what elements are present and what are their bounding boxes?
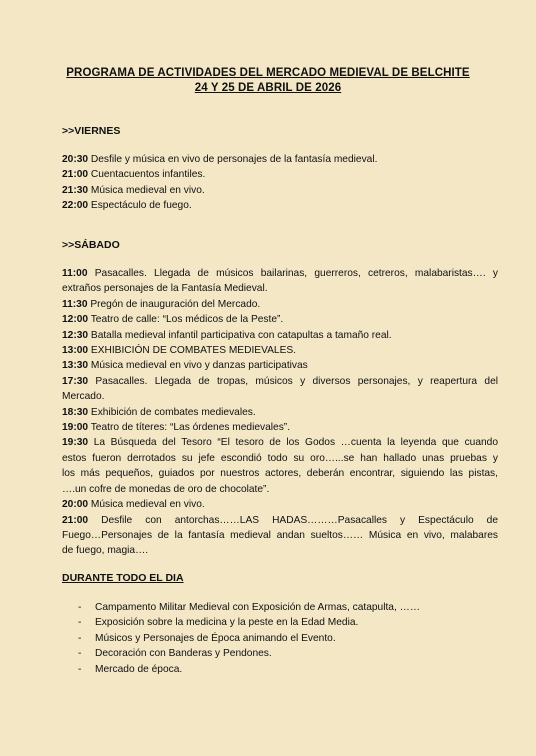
list-item [78, 646, 420, 661]
event-time: 13:00 [62, 345, 89, 357]
schedule-line [62, 358, 498, 373]
schedule-line [62, 528, 498, 543]
event-time: 17:30 [62, 375, 89, 387]
list-item [78, 600, 420, 615]
event-description: Música medieval en vivo y danzas participativas [88, 360, 308, 372]
bullet-dash: - [78, 663, 82, 675]
event-description: los más pequeños, guiados por nuestros actores, deberán encontrar, siguiendo las pistas, [62, 468, 498, 480]
schedule-line [62, 312, 498, 327]
schedule-line [62, 451, 498, 466]
bullet-dash: - [78, 648, 82, 660]
event-description: de fuego, magia…. [62, 545, 149, 557]
event-description: Desfile con antorchas……LAS HADAS………Pasacalles y Espectáculo de [88, 514, 498, 526]
event-description: Fuego…Personajes de la fantasía medieval andan sueltos…… Música en vivo, malabares [62, 529, 498, 541]
event-description: Espectáculo de fuego. [88, 200, 192, 212]
event-description: extraños personajes de la Fantasía Medieval. [62, 283, 268, 295]
schedule-line [62, 328, 498, 343]
event-time: 19:30 [62, 437, 89, 449]
schedule-line [62, 198, 498, 213]
schedule-line [62, 281, 498, 296]
schedule-line [62, 152, 498, 167]
list-item-text: Campamento Militar Medieval con Exposición de Armas, catapulta, …… [95, 602, 421, 613]
event-description: Mercado. [62, 391, 105, 403]
event-description: Cuentacuentos infantiles. [88, 169, 206, 181]
schedule-line [62, 374, 498, 389]
event-description: Teatro de calle: “Los médicos de la Peste”. [88, 314, 284, 326]
list-item-text: Decoración con Banderas y Pendones. [95, 648, 272, 660]
event-description: estos fueron derrotados su jefe escondió todo su oro…...se han hallado unas pruebas y [62, 452, 498, 464]
event-time: 21:00 [62, 514, 89, 526]
schedule-line [62, 297, 498, 312]
bullet-dash: - [78, 617, 82, 629]
sabado-heading: >>SÁBADO [62, 239, 120, 251]
list-item [78, 662, 420, 677]
schedule-line [62, 482, 498, 497]
schedule-line [62, 405, 498, 420]
event-description: Música medieval en vivo. [88, 184, 205, 196]
event-time: 12:30 [62, 329, 89, 341]
event-time: 20:00 [62, 499, 89, 511]
bullet-dash: - [78, 602, 82, 613]
event-time: 12:00 [62, 314, 89, 326]
viernes-schedule [62, 152, 498, 214]
schedule-line [62, 420, 498, 435]
event-time: 11:00 [62, 268, 88, 279]
event-description: Teatro de títeres: “Las órdenes medievales”. [88, 422, 291, 434]
schedule-line [62, 343, 498, 358]
list-item-text: Músicos y Personajes de Época animando el Evento. [95, 632, 336, 644]
list-item [78, 631, 420, 646]
document-title: PROGRAMA DE ACTIVIDADES DEL MERCADO MEDIEVAL DE BELCHITE [66, 67, 470, 79]
schedule-line [62, 435, 498, 450]
schedule-line [62, 183, 498, 198]
event-description: Desfile y música en vivo de personajes de la fantasía medieval. [88, 154, 378, 165]
event-time: 21:00 [62, 169, 89, 181]
list-item-text: Mercado de época. [95, 663, 183, 675]
event-description: Batalla medieval infantil participativa con catapultas a tamaño real. [88, 329, 392, 341]
durante-list [78, 600, 420, 677]
event-time: 13:30 [62, 360, 89, 372]
bullet-dash: - [78, 632, 82, 644]
durante-heading: DURANTE TODO EL DIA [62, 572, 184, 584]
event-time: 19:00 [62, 422, 89, 434]
schedule-line [62, 543, 498, 558]
document-date: 24 Y 25 DE ABRIL DE 2026 [194, 82, 342, 94]
viernes-heading: >>VIERNES [62, 125, 121, 137]
event-description: Pregón de inauguración del Mercado. [87, 298, 261, 310]
event-time: 11:30 [62, 298, 88, 310]
event-description: La Búsqueda del Tesoro “El tesoro de los Godos …cuenta la leyenda que cuando [88, 437, 498, 449]
event-time: 18:30 [62, 406, 89, 418]
event-description: ….un cofre de monedas de oro de chocolate”. [62, 483, 270, 495]
event-description: Pasacalles. Llegada de músicos bailarinas, guerreros, cetreros, malabaristas…. y [87, 268, 498, 279]
event-time: 22:00 [62, 200, 89, 212]
schedule-line [62, 513, 498, 528]
schedule-line [62, 266, 498, 281]
sabado-schedule [62, 266, 498, 559]
list-item-text: Exposición sobre la medicina y la peste en la Edad Media. [95, 617, 359, 629]
event-description: Pasacalles. Llegada de tropas, músicos y diversos personajes, y reapertura del [88, 375, 498, 387]
schedule-line [62, 466, 498, 481]
event-description: EXHIBICIÓN DE COMBATES MEDIEVALES. [88, 345, 297, 357]
event-description: Música medieval en vivo. [88, 499, 205, 511]
schedule-line [62, 167, 498, 182]
event-time: 21:30 [62, 184, 89, 196]
event-description: Exhibición de combates medievales. [88, 406, 256, 418]
schedule-line [62, 389, 498, 404]
schedule-line [62, 497, 498, 512]
event-time: 20:30 [62, 154, 89, 165]
list-item [78, 615, 420, 630]
